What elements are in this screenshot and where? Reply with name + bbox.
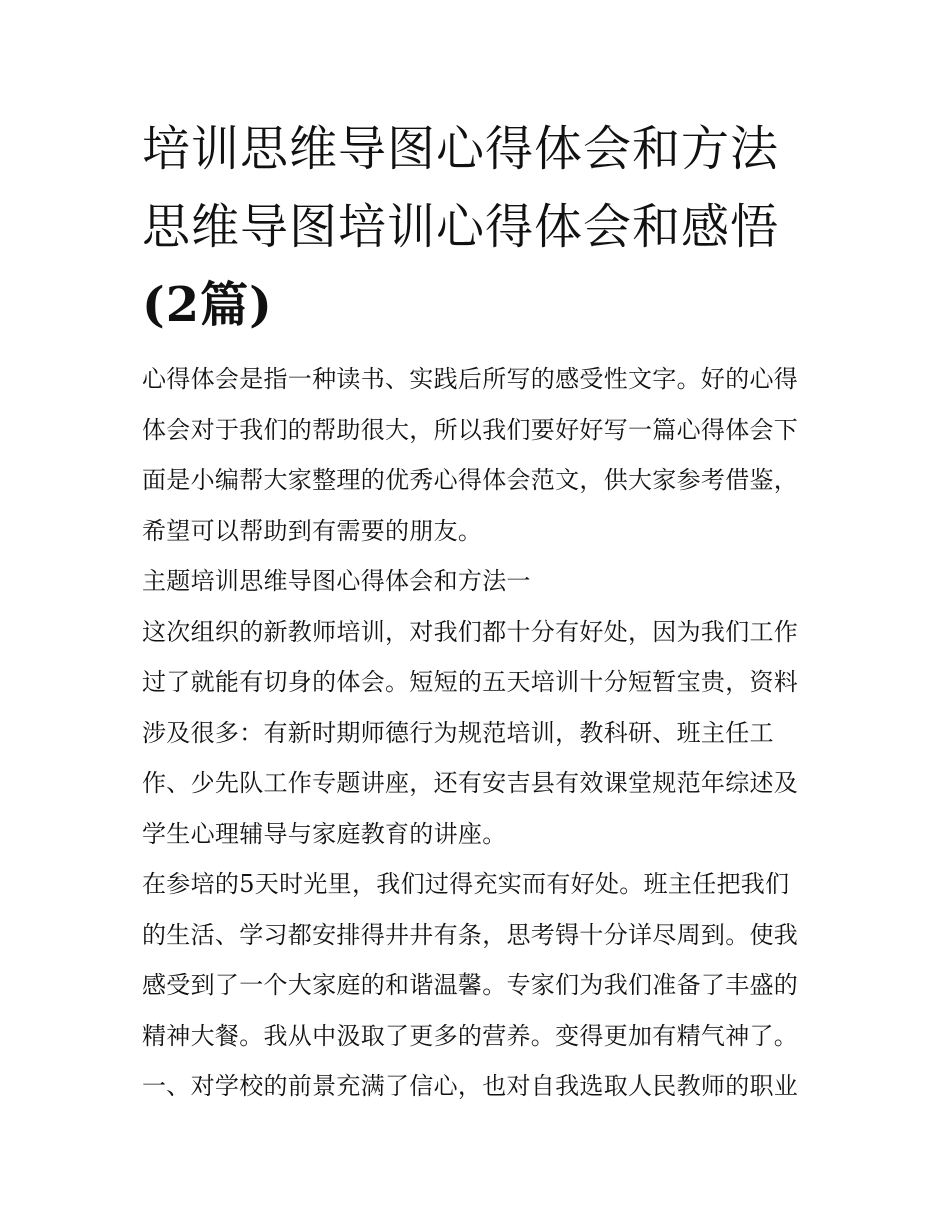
title-line: (2篇) bbox=[142, 277, 273, 333]
text-line: 感受到了一个大家庭的和谐温馨。专家们为我们准备了丰盛的 bbox=[142, 971, 799, 999]
text-line: 心得体会是指一种读书、实践后所写的感受性文字。好的心得 bbox=[142, 365, 799, 393]
document-body bbox=[142, 354, 812, 1112]
document-title bbox=[142, 110, 812, 344]
document-page bbox=[142, 110, 812, 1112]
paragraph-training bbox=[142, 607, 812, 860]
text-line: 学生心理辅导与家庭教育的讲座。 bbox=[142, 819, 507, 848]
section-heading bbox=[142, 556, 812, 607]
text-line: 涉及很多：有新时期师德行为规范培训，教科研、班主任工 bbox=[142, 718, 774, 747]
title-line: 培训思维导图心得体会和方法 bbox=[142, 121, 780, 177]
text-line: 体会对于我们的帮助很大，所以我们要好好写一篇心得体会下 bbox=[142, 415, 799, 444]
text-line: 这次组织的新教师培训，对我们都十分有好处，因为我们工作 bbox=[142, 617, 799, 646]
text-line: 面是小编帮大家整理的优秀心得体会范文，供大家参考借鉴， bbox=[142, 466, 799, 494]
title-line: 思维导图培训心得体会和感悟 bbox=[142, 199, 780, 255]
text-line: 在参培的5天时光里，我们过得充实而有好处。班主任把我们 bbox=[142, 870, 790, 898]
paragraph-intro bbox=[142, 354, 812, 556]
text-line: 作、少先队工作专题讲座，还有安吉县有效课堂规范年综述及 bbox=[142, 769, 799, 797]
text-line: 过了就能有切身的体会。短短的五天培训十分短暂宝贵，资料 bbox=[142, 668, 799, 696]
text-line: 主题培训思维导图心得体会和方法一 bbox=[142, 567, 531, 595]
text-line: 一、对学校的前景充满了信心，也对自我选取人民教师的职业 bbox=[142, 1072, 799, 1100]
paragraph-experience bbox=[142, 859, 812, 1112]
text-line: 希望可以帮助到有需要的朋友。 bbox=[142, 516, 483, 545]
text-line: 的生活、学习都安排得井井有条，思考锝十分详尽周到。使我 bbox=[142, 920, 799, 949]
text-line: 精神大餐。我从中汲取了更多的营养。变得更加有精气神了。 bbox=[142, 1021, 799, 1050]
